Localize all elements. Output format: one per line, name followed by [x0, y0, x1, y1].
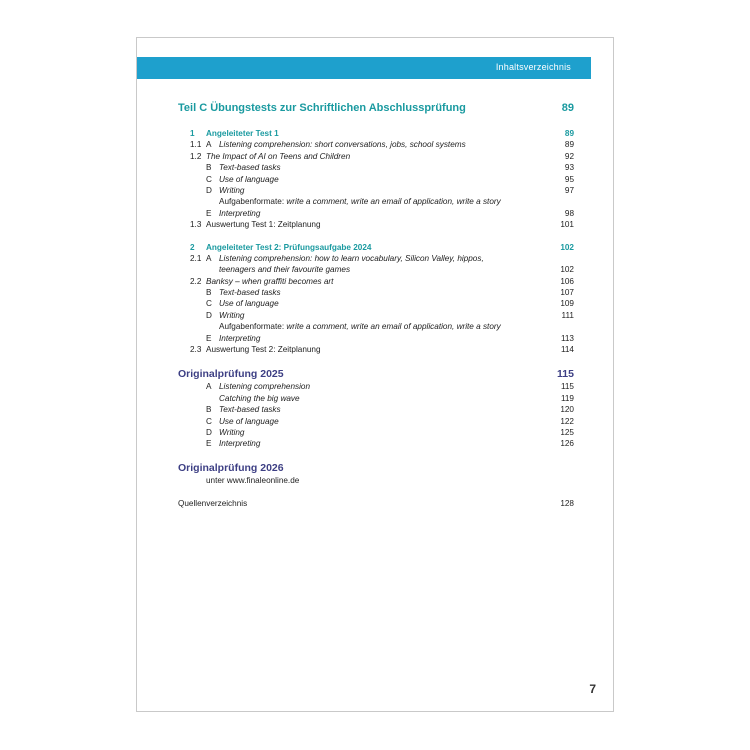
page-number: 7: [589, 682, 596, 696]
toc-entry[interactable]: 1.2 The Impact of AI on Teens and Children 92: [190, 151, 574, 161]
toc-entry[interactable]: B Text-based tasks 107: [206, 288, 574, 298]
toc-entry-formats: Aufgabenformate: write a comment, write an email of application, write a story: [219, 322, 501, 332]
toc-entry[interactable]: 2.1 A Listening comprehension: how to learn vocabulary, Silicon Valley, hippos,: [190, 253, 484, 263]
toc-entry[interactable]: E Interpreting 113: [206, 333, 574, 343]
toc-entry[interactable]: E Interpreting 126: [206, 439, 574, 449]
toc-entry[interactable]: teenagers and their favourite games 102: [219, 265, 574, 275]
document-page: [136, 37, 614, 712]
toc-entry[interactable]: 2.2 Banksy – when graffiti becomes art 106: [190, 276, 574, 286]
toc-entry[interactable]: B Text-based tasks 93: [206, 163, 574, 173]
toc-entry[interactable]: 1.1 A Listening comprehension: short conversations, jobs, school systems 89: [190, 140, 574, 150]
toc-sources[interactable]: Quellenverzeichnis 128: [178, 499, 574, 509]
toc-entry[interactable]: C Use of language 95: [206, 174, 574, 184]
toc-section-2[interactable]: 2 Angeleiteter Test 2: Prüfungsaufgabe 2024 102: [190, 242, 574, 252]
toc-part-c[interactable]: Teil C Übungstests zur Schriftlichen Abschlussprüfung 89: [178, 102, 574, 114]
toc-entry[interactable]: D Writing 125: [206, 427, 574, 437]
header-bar: [137, 57, 591, 79]
toc-entry[interactable]: C Use of language 122: [206, 416, 574, 426]
toc-entry[interactable]: C Use of language 109: [206, 299, 574, 309]
toc-original-2026[interactable]: Originalprüfung 2026: [178, 461, 284, 474]
table-of-contents: [178, 100, 574, 510]
toc-original-2025[interactable]: Originalprüfung 2025 115: [178, 368, 574, 381]
toc-entry[interactable]: 1.3 Auswertung Test 1: Zeitplanung 101: [190, 220, 574, 230]
toc-section-1[interactable]: 1 Angeleiteter Test 1 89: [190, 129, 574, 138]
toc-entry[interactable]: E Interpreting 98: [206, 208, 574, 218]
toc-entry[interactable]: B Text-based tasks 120: [206, 405, 574, 415]
toc-entry[interactable]: D Writing 97: [206, 185, 574, 195]
toc-entry[interactable]: A Listening comprehension 115: [206, 382, 574, 392]
toc-entry-link[interactable]: unter www.finaleonline.de: [206, 475, 300, 485]
header-label: Inhaltsverzeichnis: [495, 62, 571, 72]
toc-entry[interactable]: 2.3 Auswertung Test 2: Zeitplanung 114: [190, 345, 574, 355]
toc-entry[interactable]: D Writing 111: [206, 310, 574, 320]
toc-entry[interactable]: Catching the big wave 119: [219, 393, 574, 403]
toc-entry-formats: Aufgabenformate: write a comment, write an email of application, write a story: [219, 197, 501, 207]
